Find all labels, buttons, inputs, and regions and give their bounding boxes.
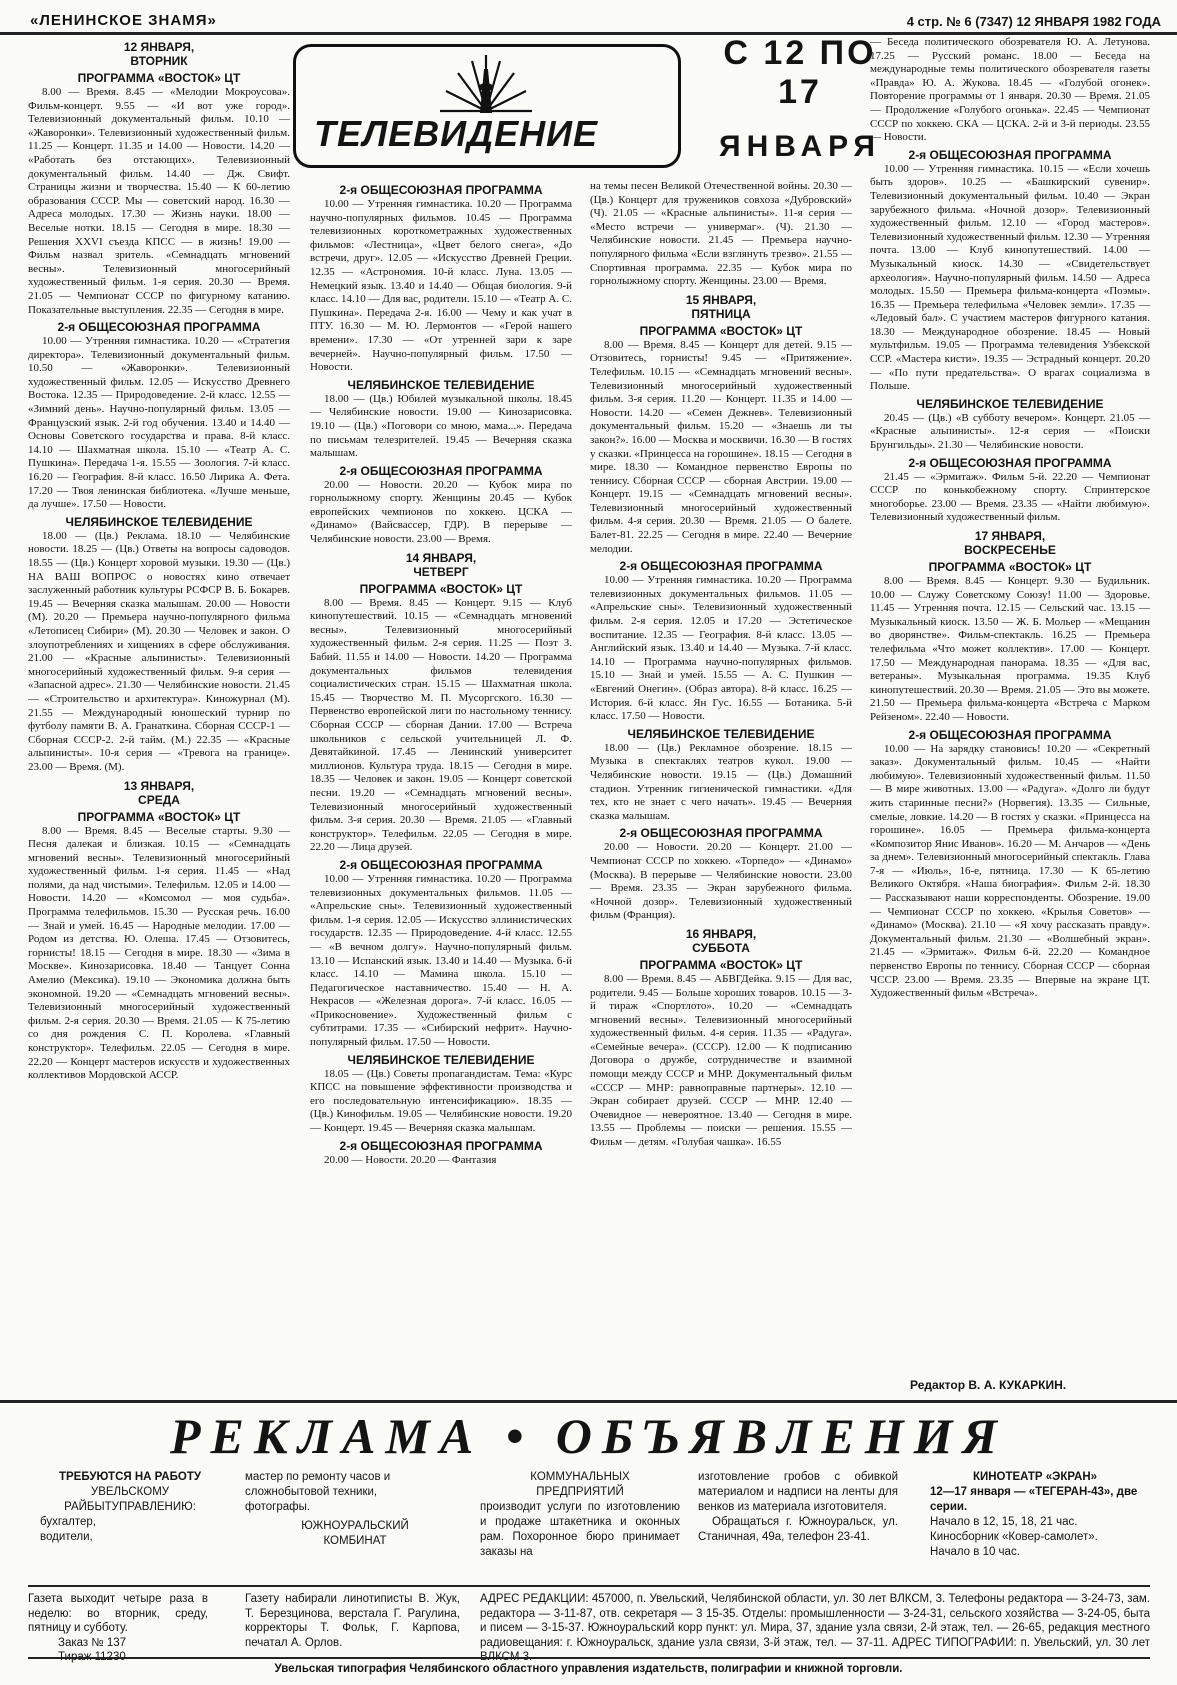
section-heading: ПРОГРАММА «ВОСТОК» ЦТ: [77, 71, 241, 85]
dates-month: ЯНВАРЯ: [719, 130, 881, 163]
program-text: 8.00 — Время. 8.45 — Концерт для детей. 9.15 — Отзовитесь, горнисты! 9.45 — «Притяжение». Телефильм. 10.15 — «Семнадцать мгновений весны». Телевизионный многосерийный художественный фильм. 3-я серия. 11.20 — Концерт. 11.35 и 14.00 — Новости. 14.20 — «Семен Дежнев». Телевизионный документальный фильм. 15.20 — «Знаешь ли ты закон?». 16.00 — Москва и москвичи. 16.30 — В гостях у сказки. «Принцесса на горошине». 18.15 — Сегодня в мире. 18.30 — Командное первенство Европы по теннису. Сборная СССР — сборная Австрии. 19.00 — Концерт. 19.15 — «Семнадцать мгновений весны». Телевизионный многосерийный художественный фильм. 4-я серия. 20.30 — Время. 21.05 — О балете. Балет-81. 22.25 — Сегодня в мире. 22.40 — Вечерние мелодии.: [590, 338, 852, 555]
section-heading: 2-я ОБЩЕСОЮЗНАЯ ПРОГРАММА: [908, 455, 1112, 470]
day-heading-weekday: ВТОРНИК: [130, 54, 188, 68]
ad-line: Начало в 12, 15, 18, 21 час.: [930, 1516, 1078, 1528]
banner-title: ТЕЛЕВИДЕНИЕ: [314, 113, 598, 154]
section-heading: 2-я ОБЩЕСОЮЗНАЯ ПРОГРАММА: [619, 826, 823, 841]
tv-banner: [293, 44, 681, 168]
section-heading: ПРОГРАММА «ВОСТОК» ЦТ: [639, 957, 803, 972]
ad-line: фотографы.: [245, 1501, 311, 1513]
program-text: 10.00 — Утренняя гимнастика. 10.15 — «Если хочешь быть здоров». 10.25 — «Башкирский сувенир». Телевизионный документальный фильм. 10.40 — Экран зарубежного фильма. «Ночной дозор». Телевизионный художественный фильм. 12.10 — «Город мастеров». Телевизионный художественный фильм. 12.30 — Утренняя почта. 13.00 — Клуб кинопутешествий. 14.00 — Музыкальный киоск. 14.30 — «Свидетельствует археология». Научно-популярный фильм. 14.50 — Адреса молодых. 15.50 — Премьера фильма-концерта «Поэмы». 16.35 — Премьера телефильма «Человек земли». 17.35 — «Ледовый бал». С участием мастеров фигурного катания. 18.30 — Международное обозрение. 18.45 — Новый мультфильм. 19.05 — Программа телевидения Узбекской ССР. «Мастера кисти». 19.35 — Эстрадный концерт. 20.20 — «По пути предательства». О врагах социализма в Польше.: [870, 162, 1150, 393]
program-text: 10.00 — На зарядку становись! 10.20 — «Секретный заказ». Документальный фильм. 10.45 — «Найти любимую». Телевизионный художественный фильм. 11.50 — В мире животных. 13.00 — «Радуга». «Долго ли будут жить старинные песни?» (Норвегия). 13.35 — Сильные, смелые, ловкие. 14.20 — В гостях у сказки. «Принцесса на горошине». 16.05 — Премьера фильма-концерта «Композитор Янис Иванов». 16.20 — М. Анчаров — «День за днем». Телевизионный многосерийный спектакль. Глава 7-я — «Июль», 16-е, пятница. 17.30 — К 65-летию Великого Октября. «Наша биография». Фильм 2-й. 18.30 — Рассказывают наши корреспонденты. Обозрение. 19.00 — Чемпионат СССР по хоккею. «Крылья Советов» — «Динамо» (Москва). 21.10 — «Я хочу рассказать правду». Документальный фильм. 21.30 — «Волшебный экран». 21.45 — «Эрмитаж». Фильм 6-й. 22.20 — Командное первенство Европы по теннису. Сборная СССР — сборная ЧССР. 23.00 — Время. 23.35 — Впервые на экране ЦТ. Художественный фильм «Встреча».: [870, 742, 1150, 1000]
ad-line: 12—17 января — «ТЕГЕРАН-43», две серии.: [930, 1486, 1138, 1513]
ad-line: УВЕЛЬСКОМУ: [90, 1486, 170, 1498]
ad-line: Начало в 10 час.: [930, 1546, 1020, 1558]
day-heading-weekday: СУББОТА: [692, 940, 750, 955]
day-heading: 15 ЯНВАРЯ,: [685, 292, 757, 307]
footer-rule: [28, 1585, 1150, 1587]
day-heading: 16 ЯНВАРЯ,: [685, 926, 757, 941]
program-text: 20.00 — Новости. 20.20 — Фантазия: [324, 1153, 497, 1166]
program-text: 20.00 — Новости. 20.20 — Кубок мира по горнолыжному спорту. Женщины 20.45 — Кубок европейских чемпионов по хоккею. ЦСКА — «Динамо» (Вайсвассер, ГДР). В перерыве — Челябинские новости. 23.00 — Время.: [310, 478, 572, 546]
program-text: 18.00 — (Цв.) Юбилей музыкальной школы. 18.45 — Челябинские новости. 19.00 — Кинозарисовка. 19.10 — (Цв.) «Поговори со мною, мама...». Передача по письмам телезрителей. 19.45 — Вечерняя сказка малышам.: [310, 392, 572, 460]
program-text: — Беседа политического обозревателя Ю. А. Летунова. 17.25 — Русский романс. 18.00 — Беседа на международные темы политического обозревателя газеты «Правда» Ю. А. Жукова. 18.45 — «Голубой огонек». Повторение программы от 1 января. 20.30 — Время. 21.05 — Продолжение «Голубого огонька». 22.45 — Чемпионат СССР по хоккею. СКА — ЦСКА. 2-й и 3-й периоды. 23.55 — Новости.: [870, 36, 1150, 144]
ad-cinema: [930, 1470, 1140, 1560]
ad-line: сложнобытовой техники,: [245, 1486, 378, 1498]
ad-line: бухгалтер,: [40, 1516, 97, 1528]
ad-text: изготовление гробов с обивкой материалом и надписи на ленты для венков из материала изготовителя.: [698, 1471, 898, 1513]
issue-info: 4 стр. № 6 (7347) 12 ЯНВАРЯ 1982 ГОДА: [906, 14, 1161, 29]
column-1: [28, 36, 290, 1366]
column-3: [590, 180, 852, 1380]
ad-text: Обращаться г. Южноуральск, ул. Станичная, 49а, телефон 23-41.: [698, 1516, 898, 1543]
program-text: 10.00 — Утренняя гимнастика. 10.20 — Программа научно-популярных фильмов. 10.45 — Программа телевизионных короткометражных художественных фильмов: «Лестница», «Цвет белого снега», «До встречи, друг». 12.05 — «Искусство Древней Греции. 12.35 — «Астрономия. 10-й класс. Луна. 13.05 — Немецкий язык. 13.40 и 14.40 — Общая биология. 9-й класс. 14.10 — Для вас, родители. 15.10 — «Театр А. С. Пушкина». Передача 2-я. 16.00 — Чему и как учат в ПТУ. 16.30 — М. Ю. Лермонтов — «Герой нашего времени». 17.30 — «От утренней зари к заре вечерней». Научно-популярный фильм. 17.50 — Новости.: [310, 198, 572, 374]
program-text: 20.00 — Новости. 20.20 — Концерт. 21.00 — Чемпионат СССР по хоккею. «Торпедо» — «Динамо» (Москва). В перерыве — Челябинские новости. 23.00 — Время. 23.35 — Экран зарубежного фильма. «Ночной дозор». Телевизионный художественный фильм (Франция).: [590, 841, 852, 922]
footer-rule-bottom: [28, 1657, 1150, 1659]
section-heading: 2-я ОБЩЕСОЮЗНАЯ ПРОГРАММА: [339, 1138, 543, 1153]
footer-schedule-text: Газета выходит четыре раза в неделю: во вторник, среду, пятницу и субботу.: [28, 1593, 208, 1634]
program-text: 10.00 — Утренняя гимнастика. 10.20 — Программа телевизионных документальных фильмов. 11.05 — «Апрельские сны». Телевизионный художественный фильм. 2-я серия. 12.05 и 17.20 — Эстетическое воспитание. 12.35 — География. 8-й класс. 13.05 — Английский язык. 13.40 и 14.40 — Музыка. 7-й класс. 14.10 — Программа научно-популярных фильмов. 15.10 — Знай и умей. 15.55 — А. С. Пушкин — «Евгений Онегин». (Образ автора). 8-й класс. 16.25 — История. 6-й класс. Ян Гус. 16.55 — Ботаника. 5-й класс. 17.50 — Новости.: [590, 574, 852, 723]
ad-job-openings: [40, 1470, 220, 1545]
ads-title: РЕКЛАМА • ОБЪЯВЛЕНИЯ: [0, 1400, 1177, 1465]
program-text: 10.00 — Утренняя гимнастика. 10.20 — «Стратегия директора». Телевизионный документальный фильм. 10.50 — «Жаворонки». Телевизионный художественный фильм. 12.05 — Искусство Древнего Востока. 12.35 — Природоведение. 2-й класс. 12.55 — «Зимний день». Научно-популярный фильм. 13.05 — Французский язык. 2-й год обучения. 13.40 и 14.40 — Основы Советского государства и права. 8-й класс. 14.10 — Шахматная школа. 15.10 — «Театр А. С. Пушкина». Передача 1-я. 15.55 — Зоология. 7-й класс. 16.20 — География. 8-й класс. 16.50 Лирика А. Фета. 17.20 — Твоя ленинская библиотека. «Лучше меньше, да лучше». 17.50 — Новости.: [28, 335, 290, 511]
footer-address: АДРЕС РЕДАКЦИИ: 457000, п. Увельский, Челябинской области, ул. 30 лет ВЛКСМ, 3. Телефоны редактора — 3-24-73, зам. редактора — 3-11-87, отв. секретаря — 3 15-35. Отделы: промышленности — 3-24-31, сельского хозяйства — 3-24-05, быта и писем — 3-15-37. Южноуральский корр пункт: ул. Мира, 37, здание узла связи, 2-й этаж, тел. — 26-65, редакция местного радиовещания: г. Южноуральск, здание узла связи, 3-й этаж, тел. — 37-11. АДРЕС ТИПОГРАФИИ: п. Увельский, ул. 30 лет: [480, 1593, 1150, 1649]
footer-order: Заказ № 137: [58, 1636, 127, 1649]
day-heading: 17 ЯНВАРЯ,: [974, 529, 1046, 543]
program-text: 8.00 — Время. 8.45 — «Мелодии Мокроусова». Фильм-концерт. 9.55 — «И вот уже город». Телевизионный документальный фильм. 10.10 — «Жаворонки». Телевизионный художественный фильм. 11.25 — Концерт. 11.35 и 14.00 — Новости. 14.20 — «Работать без отстающих». Телевизионный документальный фильм. 14.40 — Дж. Свифт. Страницы жизни и творчества. 15.40 — К 60-летию образования СССР. Мы — советский народ. 16.30 — Адреса молодых. 17.30 — Жизнь науки. 18.00 — Веселые нотки. 18.15 — Сегодня в мире. 18.30 — Решения XXVI съезда КПСС — в жизнь! 19.00 — Фильм назвал зритель. «Семнадцать мгновений весны». Телевизионный многосерийный художественный фильм. 1-я серия. 20.30 — Время. 21.05 — Чемпионат СССР по фигурному катанию. Показательные выступления. 22.35 — Сегодня в мире.: [28, 86, 290, 316]
ad-text: производит услуги по изготовлению и продаже штакетника и оконных рам. Похоронное бюро принимает заказы на: [480, 1501, 680, 1558]
section-heading: ПРОГРАММА «ВОСТОК» ЦТ: [639, 323, 803, 338]
section-heading: ПРОГРАММА «ВОСТОК» ЦТ: [928, 560, 1092, 574]
day-heading-weekday: ВОСКРЕСЕНЬЕ: [964, 543, 1056, 557]
ad-line: мастер по ремонту часов и: [245, 1471, 391, 1483]
section-heading: ЧЕЛЯБИНСКОЕ ТЕЛЕВИДЕНИЕ: [347, 377, 535, 392]
section-heading: 2-я ОБЩЕСОЮЗНАЯ ПРОГРАММА: [339, 183, 543, 197]
program-text: 18.00 — (Цв.) Рекламное обозрение. 18.15 — Музыка в спектаклях театров кукол. 19.00 — Челябинские новости. 19.15 — (Цв.) Домашний стадион. Утренник гигиенической гимнастики. «Для тех, кто не знает с чего начать». 19.45 — Вечерняя сказка малышам.: [590, 741, 852, 822]
footer-staff: Газету набирали линотиписты В. Жук, Т. Березцинова, верстала Г. Рагулина, корректоры Т. Фольк, Г. Карпова, печатал А. Орлов.: [245, 1593, 460, 1649]
program-text: 8.00 — Время. 8.45 — Концерт. 9.15 — Клуб кинопутешествий. 10.15 — «Семнадцать мгновений весны». Телевизионный многосерийный художественный фильм. 2-я серия. 11.25 — Поэт З. Бабий. 11.55 и 14.00 — Новости. 14.20 — Программа документальных фильмов телевидения социалистических стран. 15.15 — Шахматная школа. 15.45 — Творчество М. П. Мусоргского. 16.30 — Первенство европейской лиги по настольному теннису. Сборная СССР — сборная Дании. 17.00 — Встреча школьников с сельской учительницей Л. Ф. Девятайкиной. 17.45 — Ленинский университет миллионов. Культура труда. 18.15 — Сегодня в мире. 18.35 — Человек и закон. 19.05 — Концерт советской песни. 19.20 — «Семнадцать мгновений весны». Телевизионный многосерийный художественный фильм. 3-я серия. 20.30 — Время. 21.05 — «Главный конструктор». Телефильм. 22.05 — Сегодня в мире. 22.20 — Лица друзей.: [310, 596, 572, 854]
day-heading: 13 ЯНВАРЯ,: [123, 778, 195, 793]
program-text: 18.05 — (Цв.) Советы пропагандистам. Тема: «Курс КПСС на повышение эффективности производства и его последовательную интенсификацию». 18.35 — (Цв.) Кинофильм. 19.05 — Челябинские новости. 19.20 — Концерт. 19.45 — Вечерняя сказка малышам.: [310, 1067, 572, 1135]
section-heading: 2-я ОБЩЕСОЮЗНАЯ ПРОГРАММА: [57, 320, 261, 335]
program-text: 8.00 — Время. 8.45 — АБВГДейка. 9.15 — Для вас, родители. 9.45 — Больше хороших товаров. 10.15 — 3-й тираж «Спортлото». 10.20 — «Семнадцать мгновений весны». Телевизионный многосерийный художественный фильм. 4-я серия. 11.35 — «Радуга». «Семейные вечера». (СССР). 12.00 — К подписанию Договора о дружбе, сотрудничестве и взаимной помощи между СССР и МНР. Документальный фильм «СССР — МНР: равноправные партнеры». 12.10 — Экран собирает друзей. СССР — МНР. 12.40 — Очевидное — невероятное. 13.40 — Сегодня в мире. 13.55 — Проблемы — поиски — решения. 15.55 — Фильм — детям. «Голубая чашка». 16.55: [590, 972, 852, 1149]
ad-heading: КИНОТЕАТР «ЭКРАН»: [972, 1471, 1098, 1483]
day-heading: 12 ЯНВАРЯ,: [123, 40, 195, 54]
section-heading: 2-я ОБЩЕСОЮЗНАЯ ПРОГРАММА: [339, 463, 543, 478]
ad-heading: ЮЖНОУРАЛЬСКИЙ: [301, 1520, 409, 1532]
column-2: [310, 180, 572, 1380]
ad-heading: КОМБИНАТ: [323, 1535, 387, 1547]
section-heading: 2-я ОБЩЕСОЮЗНАЯ ПРОГРАММА: [619, 559, 823, 574]
program-text: 8.00 — Время. 8.45 — Веселые старты. 9.30 — Песня далекая и близкая. 10.15 — «Семнадцать мгновений весны». Телевизионный многосерийный художественный фильм. 1-я серия. 11.45 — «Над полями, да над чистыми». Телефильм. 12.05 и 14.00 — Новости. 14.20 — «Комсомол — моя судьба». Программа телефильмов. 15.30 — Русская речь. 16.00 — Знай и умей. 16.45 — Народные мелодии. 17.00 — Родом из детства. Ю. Олеша. 17.45 — Отзовитесь, горнисты! 18.15 — Сегодня в мире. 18.30 — «Зима в Москве». Кинозарисовка. 18.40 — Танцует Сонна Амелио (Мексика). 19.10 — Экономика должна быть экономной. 19.20 — «Семнадцать мгновений весны». Телевизионный многосерийный художественный фильм. 2-я серия. 20.30 — Время. 21.05 — К 75-летию со дня рождения С. П. Королева. «Главный конструктор». Телефильм. 22.05 — Сегодня в мире. 22.20 — Концерт мастеров искусств и художественных коллективов Мордовской АССР.: [28, 824, 290, 1082]
ad-heading: ПРЕДПРИЯТИЙ: [536, 1486, 624, 1498]
day-heading: 14 ЯНВАРЯ,: [405, 550, 477, 565]
ad-line: Киносборник «Ковер-самолет».: [930, 1531, 1098, 1543]
ad-heading: КОММУНАЛЬНЫХ: [530, 1471, 630, 1483]
section-heading: 2-я ОБЩЕСОЮЗНАЯ ПРОГРАММА: [908, 147, 1112, 162]
day-heading-weekday: ЧЕТВЕРГ: [413, 564, 469, 579]
section-heading: ЧЕЛЯБИНСКОЕ ТЕЛЕВИДЕНИЕ: [627, 726, 815, 741]
page-header: [0, 6, 1177, 35]
ad-combine: [245, 1470, 465, 1549]
section-heading: ЧЕЛЯБИНСКОЕ ТЕЛЕВИДЕНИЕ: [916, 396, 1104, 411]
day-heading-weekday: ПЯТНИЦА: [691, 306, 751, 321]
section-heading: ПРОГРАММА «ВОСТОК» ЦТ: [77, 809, 241, 824]
ad-line: РАЙБЫТУПРАВЛЕНИЮ:: [64, 1501, 196, 1513]
dates-range: С 12 ПО 17: [723, 34, 877, 111]
section-heading: ЧЕЛЯБИНСКОЕ ТЕЛЕВИДЕНИЕ: [347, 1052, 535, 1067]
footer-schedule: [28, 1592, 208, 1665]
editor-signature: Редактор В. А. КУКАРКИН.: [910, 1378, 1067, 1392]
program-text: 8.00 — Время. 8.45 — Концерт. 9.30 — Будильник. 10.00 — Служу Советскому Союзу! 11.00 — Здоровье. 11.45 — Утренняя почта. 12.15 — Сельский час. 13.15 — Музыкальный киоск. 13.50 — Ж. Б. Мольер — «Мещанин во дворянстве». Фильм-спектакль. 16.25 — Премьера телефильма «Что может коллектив». 17.00 — Концерт. 17.50 — Международная панорама. 18.35 — «Для вас, ветераны». Музыкальная программа. 19.35 Клуб кинопутешествий. 20.30 — Время. 21.05 — Это вы можете. 21.50 — Премьера фильма-концерта «Встреча с Марком Рейзеном». 22.40 — Новости.: [870, 575, 1150, 723]
section-heading: 2-я ОБЩЕСОЮЗНАЯ ПРОГРАММА: [908, 727, 1112, 742]
column-4: [870, 36, 1150, 1376]
section-heading: 2-я ОБЩЕСОЮЗНАЯ ПРОГРАММА: [339, 857, 543, 872]
program-text: 18.00 — (Цв.) Реклама. 18.10 — Челябинские новости. 18.25 — (Цв.) Ответы на вопросы садоводов. 18.55 — (Цв.) Концерт хоровой музыки. 19.30 — (Цв.) НА ВАШ ВОПРОС о новостях кино отвечает заслуженный работник культуры РСФСР В. Б. Бокарев. 19.45 — Вечерняя сказка малышам. 20.00 — Новости (М). 20.20 — Премьера научно-популярного фильма «Летописец Сибири» (М). 20.30 — Человек и закон. О злоупотреблениях и хищениях в сфере обслуживания. 21.00 — «Красные альпинисты». Телевизионный многосерийный художественный фильм. 9-я серия — «Запасной адрес». 21.30 — Челябинские новости. 21.45 — «Строительство и архитектура». Киножурнал (М). 21.55 — Международный юношеский турнир по футболу памяти В. А. Гранаткина. Сборная СССР-1 — Сборная СССР-2. 2-й тайм. (М.) 22.35 — «Красные альпинисты». 10-я серия — «Тревога на границе». 23.00 — Время. (М).: [28, 529, 290, 773]
program-text: 10.00 — Утренняя гимнастика. 10.20 — Программа телевизионных документальных фильмов. 11.05 — «Апрельские сны». Телевизионный художественный фильм. 1-я серия. 12.05 — Искусство эллинистических государств. 12.35 — Природоведение. 4-й класс. 12.55 — «В вечном долгу». Научно-популярный фильм. 13.10 — Испанский язык. 13.40 и 14.40 — Музыка. 6-й класс. 14.10 — Мамина школа. 15.10 — Педагогическое наставничество. 15.40 — Н. А. Некрасов — «Железная дорога». 7-й класс. 16.05 — «Прикосновение». Художественный фильм с субтитрами. 17.35 — «Сибирский нефрит». Научно-популярный фильм. 17.50 — Новости.: [310, 872, 572, 1049]
printing-house: Увельская типография Челябинского областного управления издательств, полиграфии и книжной торговли.: [274, 1663, 903, 1675]
section-heading: ЧЕЛЯБИНСКОЕ ТЕЛЕВИДЕНИЕ: [65, 514, 253, 529]
section-heading: ПРОГРАММА «ВОСТОК» ЦТ: [359, 581, 523, 596]
program-text: на темы песен Великой Отечественной войны. 20.30 — (Цв.) Концерт для тружеников совхоза «Дубровский» (Ч). 21.05 — «Красные альпинисты». 11-я серия — «Место встречи — универмаг». (Ч). 21.30 — Челябинские новости. 21.45 — Премьера научно-популярного фильма «Если взглянуть трезво». 21.55 — Спортивная программа. 22.35 — Кубок мира по горнолыжному спорту. Женщины. 23.00 — Время.: [590, 180, 852, 288]
newspaper-name: «ЛЕНИНСКОЕ ЗНАМЯ»: [30, 12, 217, 29]
ad-communal: [480, 1470, 680, 1560]
day-heading-weekday: СРЕДА: [138, 792, 180, 807]
program-text: 21.45 — «Эрмитаж». Фильм 5-й. 22.20 — Чемпионат СССР по конькобежному спорту. Спринтерское многоборье. 23.00 — Время. 23.35 — «Найти любимую». Телевизионный художественный фильм.: [870, 470, 1150, 524]
ad-heading: ТРЕБУЮТСЯ НА РАБОТУ: [58, 1471, 202, 1483]
ad-line: водители,: [40, 1531, 93, 1543]
program-text: 20.45 — (Цв.) «В субботу вечером». Концерт. 21.05 — «Красные альпинисты». 12-я серия — «Поиски Брунгильды». 21.30 — Челябинские новости.: [870, 411, 1150, 452]
tv-tower-icon: [436, 51, 536, 115]
ad-funeral: [698, 1470, 898, 1545]
